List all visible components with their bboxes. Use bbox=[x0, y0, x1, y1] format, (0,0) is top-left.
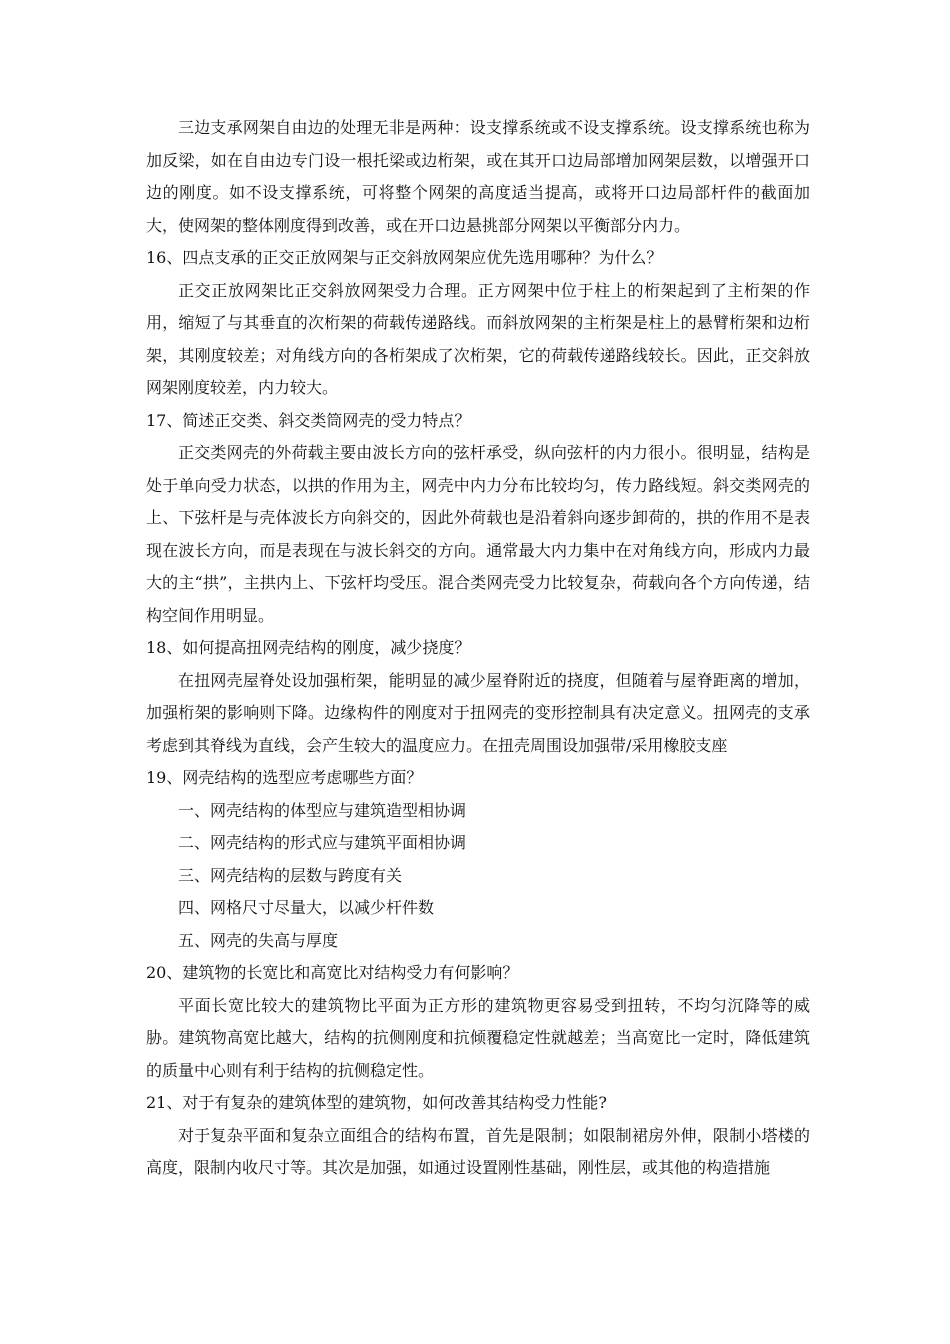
question-19: 19、网壳结构的选型应考虑哪些方面？ bbox=[146, 768, 423, 787]
list-item: 二、网壳结构的形式应与建筑平面相协调 bbox=[178, 833, 467, 852]
question-16: 16、四点支承的正交正放网架与正交斜放网架应优先选用哪种？为什么？ bbox=[146, 248, 663, 267]
answer-paragraph: 正交类网壳的外荷载主要由波长方向的弦杆承受，纵向弦杆的内力很小。很明显，结构是处于单向受力状态，以拱的作用为主，网壳中内力分布比较均匀，传力路线短。斜交类网壳的上、下弦杆是与壳体波长方向斜交的，因此外荷载也是沿着斜向逐步卸荷的，拱的作用不是表现在波长方向，而是表现在与波长斜交的方向。通常最大内力集中在对角线方向，形成内力最大的主“拱”，主拱内上、下弦杆均受压。混合类网壳受力比较复杂，荷载向各个方向传递，结构空间作用明显。 bbox=[146, 443, 810, 625]
list-item: 五、网壳的失高与厚度 bbox=[178, 930, 339, 950]
answer-paragraph: 正交正放网架比正交斜放网架受力合理。正方网架中位于柱上的桁架起到了主桁架的作用，缩短了与其垂直的次桁架的荷载传递路线。而斜放网架的主桁架是柱上的悬臂桁架和边桁架，其刚度较差；对角线方向的各桁架成了次桁架，它的荷载传递路线较长。因此，正交斜放网架刚度较差，内力较大。 bbox=[146, 280, 810, 397]
list-item: 四、网格尺寸尽量大，以减少杆件数 bbox=[178, 898, 435, 917]
list-item: 一、网壳结构的体型应与建筑造型相协调 bbox=[178, 800, 467, 820]
answer-paragraph: 在扭网壳屋脊处设加强桁架，能明显的减少屋脊附近的挠度，但随着与屋脊距离的增加，加强桁架的影响则下降。边缘构件的刚度对于扭网壳的变形控制具有决定意义。扭网壳的支承考虑到其脊线为直线，会产生较大的温度应力。在扭壳周围设加强带/采用橡胶支座 bbox=[146, 670, 810, 755]
list-item: 三、网壳结构的层数与跨度有关 bbox=[178, 865, 403, 885]
answer-paragraph: 平面长宽比较大的建筑物比平面为正方形的建筑物更容易受到扭转，不均匀沉降等的威胁。建筑物高宽比越大，结构的抗侧刚度和抗倾覆稳定性就越差；当高宽比一定时，降低建筑的质量中心则有利于结构的抗侧稳定性。 bbox=[146, 995, 810, 1080]
question-21: 21、对于有复杂的建筑体型的建筑物，如何改善其结构受力性能? bbox=[146, 1093, 607, 1112]
question-18: 18、如何提高扭网壳结构的刚度，减少挠度？ bbox=[146, 638, 471, 657]
question-17: 17、简述正交类、斜交类筒网壳的受力特点？ bbox=[146, 410, 471, 430]
question-20: 20、建筑物的长宽比和高宽比对结构受力有何影响？ bbox=[146, 963, 519, 982]
document-page bbox=[146, 112, 810, 1185]
answer-paragraph: 三边支承网架自由边的处理无非是两种：设支撑系统或不设支撑系统。设支撑系统也称为加反梁，如在自由边专门设一根托梁或边桁架，或在其开口边局部增加网架层数，以增强开口边的刚度。如不设支撑系统，可将整个网架的高度适当提高，或将开口边局部杆件的截面加大，使网架的整体刚度得到改善，或在开口边悬挑部分网架以平衡部分内力。 bbox=[146, 118, 810, 235]
answer-paragraph: 对于复杂平面和复杂立面组合的结构布置，首先是限制；如限制裙房外伸，限制小塔楼的高度，限制内收尺寸等。其次是加强，如通过设置刚性基础，刚性层，或其他的构造措施 bbox=[146, 1125, 810, 1177]
